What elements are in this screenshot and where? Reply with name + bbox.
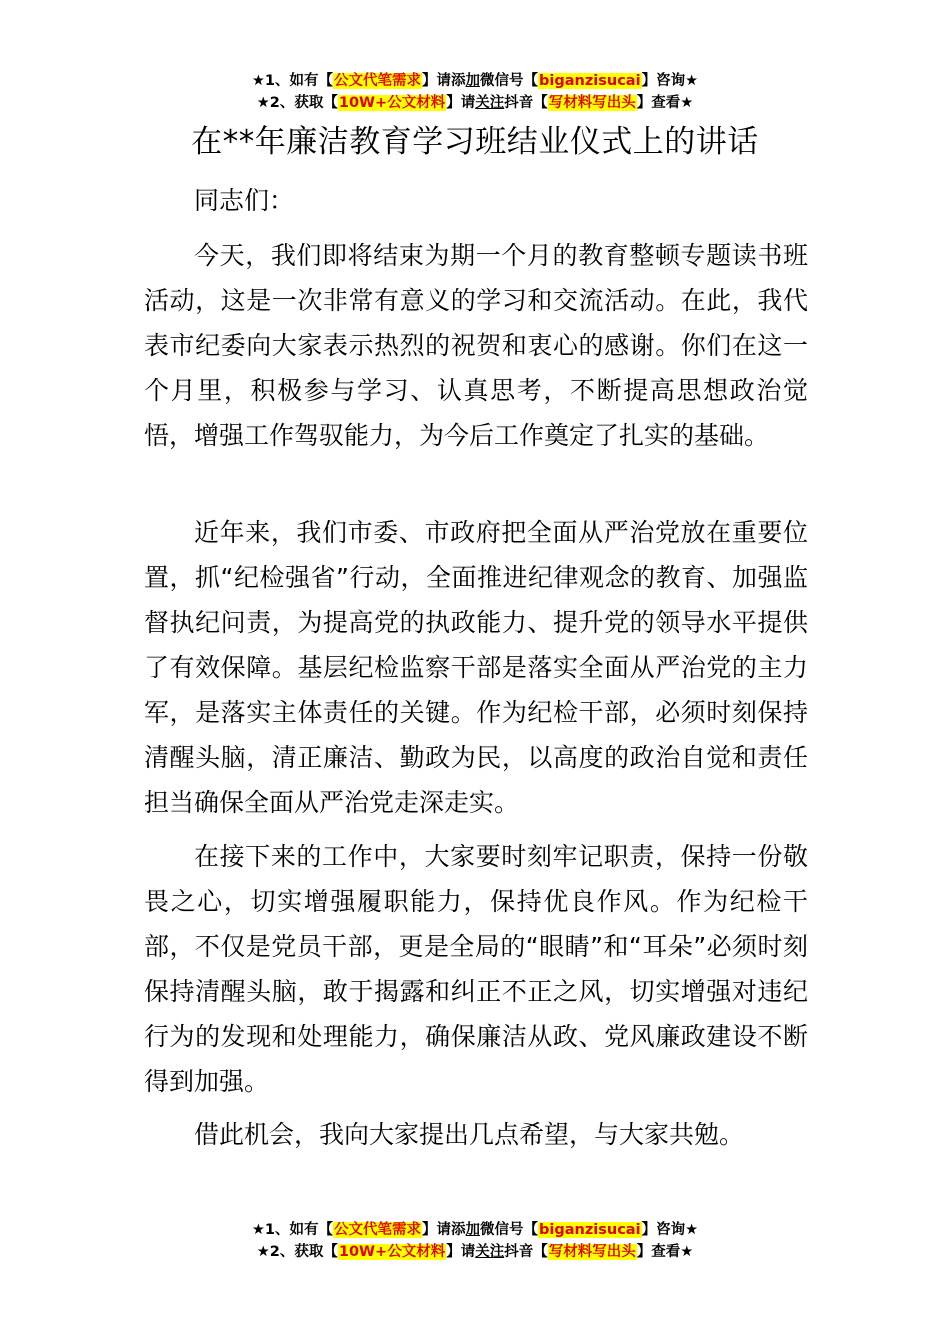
banner-highlight: 写材料写出头: [548, 1244, 636, 1260]
footer-banner: [0, 1219, 950, 1263]
banner-highlight: 写材料写出头: [548, 95, 636, 111]
banner-text: 】请添: [422, 1222, 466, 1238]
banner-text: 】咨询★: [641, 1222, 699, 1238]
banner-text: 】查看★: [636, 1244, 694, 1260]
header-banner: [0, 70, 950, 114]
banner-underline: 关注: [475, 1244, 505, 1260]
banner-line-1: [0, 1219, 950, 1241]
banner-text: 抖音【: [504, 1244, 548, 1260]
banner-highlight: 10W+公文材料: [338, 95, 446, 111]
banner-text: ★2、获取【: [256, 95, 338, 111]
salutation: 同志们：: [194, 186, 295, 215]
banner-underline: 加: [465, 1222, 481, 1238]
banner-text: 抖音【: [504, 95, 548, 111]
body-paragraph: 借此机会，我向大家提出几点希望，与大家共勉。: [194, 1120, 745, 1149]
document-title: 在**年廉洁教育学习班结业仪式上的讲话: [191, 124, 759, 160]
banner-text: 】请添: [422, 73, 466, 89]
banner-text: 】请: [446, 1244, 476, 1260]
body-paragraph: 今天，我们即将结束为期一个月的教育整顿专题读书班活动，这是一次非常有意义的学习和交流活动。在此，我代表市纪委向大家表示热烈的祝贺和衷心的感谢。你们在这一个月里，积极参与学习、认真思考，不断提高思想政治觉悟，增强工作驾驭能力，为今后工作奠定了扎实的基础。: [144, 241, 808, 450]
banner-line-1: [0, 70, 950, 92]
banner-text: 微信号【: [480, 73, 539, 89]
banner-text: ★1、如有【: [251, 1222, 334, 1238]
banner-underline: 关注: [475, 95, 505, 111]
banner-highlight: 公文代笔需求: [334, 73, 422, 89]
banner-text: 微信号【: [480, 1222, 539, 1238]
banner-text: 】查看★: [636, 95, 694, 111]
banner-text: ★1、如有【: [251, 73, 334, 89]
body-paragraph: 近年来，我们市委、市政府把全面从严治党放在重要位置，抓“纪检强省”行动，全面推进纪律观念的教育、加强监督执纪问责，为提高党的执政能力、提升党的领导水平提供了有效保障。基层纪检监察干部是落实全面从严治党的主力军，是落实主体责任的关键。作为纪检干部，必须时刻保持清醒头脑，清正廉洁、勤政为民，以高度的政治自觉和责任担当确保全面从严治党走深走实。: [144, 518, 808, 817]
body-paragraph: 在接下来的工作中，大家要时刻牢记职责，保持一份敬畏之心，切实增强履职能力，保持优良作风。作为纪检干部，不仅是党员干部，更是全局的“眼睛”和“耳朵”必须时刻保持清醒头脑，敢于揭露和纠正不正之风，切实增强对违纪行为的发现和处理能力，确保廉洁从政、党风廉政建设不断得到加强。: [144, 842, 808, 1096]
banner-line-2: [0, 1241, 950, 1263]
banner-text: 】请: [446, 95, 476, 111]
banner-highlight: biganzisucai: [539, 73, 641, 89]
banner-highlight: 10W+公文材料: [338, 1244, 446, 1260]
banner-text: ★2、获取【: [256, 1244, 338, 1260]
banner-highlight: biganzisucai: [539, 1222, 641, 1238]
banner-text: 】咨询★: [641, 73, 699, 89]
banner-underline: 加: [465, 73, 481, 89]
banner-line-2: [0, 92, 950, 114]
banner-highlight: 公文代笔需求: [334, 1222, 422, 1238]
